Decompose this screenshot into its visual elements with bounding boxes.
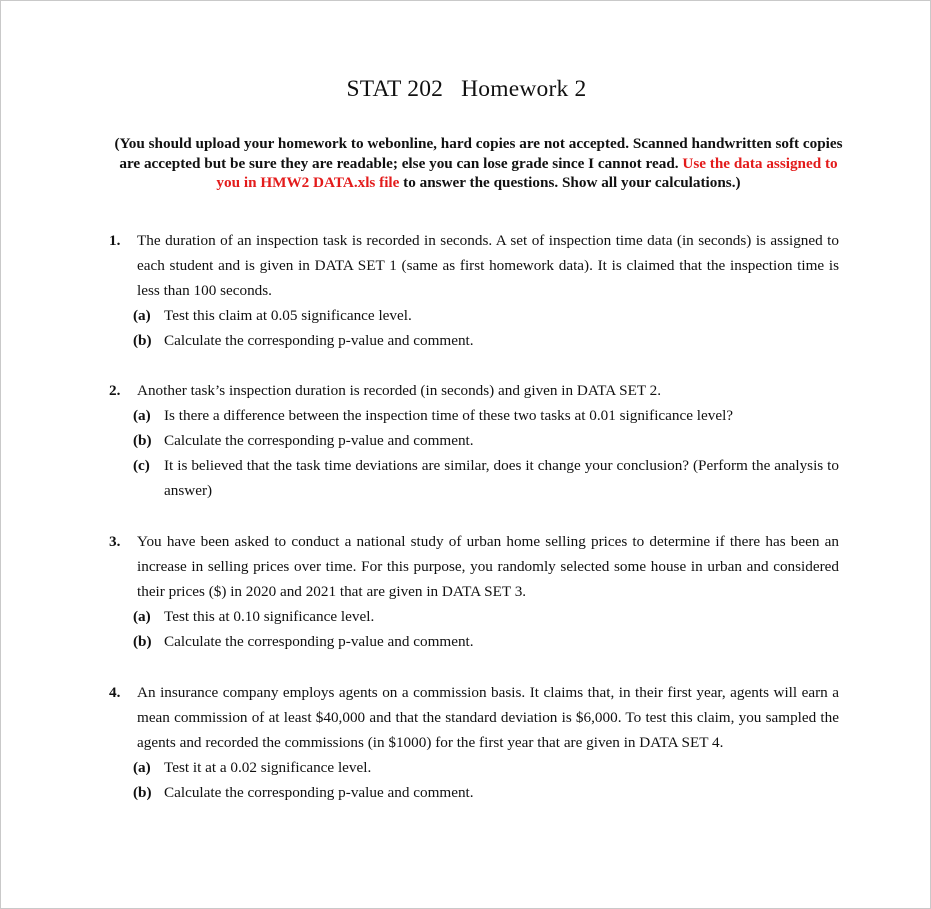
question-part [109, 328, 839, 353]
question-3 [109, 529, 839, 654]
question-part [109, 453, 839, 503]
question-number: 1. [109, 232, 121, 249]
question-part [109, 755, 839, 780]
question-stem: Another task’s inspection duration is recorded (in seconds) and given in DATA SET 2. [137, 382, 662, 399]
part-label: (b) [133, 633, 152, 650]
question-2 [109, 378, 839, 503]
data-file-instruction: Use the data assigned to you in HMW2 DATA.xls file [216, 154, 838, 191]
question-stem: An insurance company employs agents on a commission basis. It claims that, in their first year, agents will earn a mean commission of at least $40,000 and that the standard deviation is $6,000. To test this claim, you sampled the agents and recorded the commissions (in $1000) for the first year that are given in DATA SET 4. [137, 684, 839, 751]
part-label: (a) [133, 407, 151, 424]
question-part [109, 403, 839, 428]
part-text: Calculate the corresponding p-value and comment. [164, 784, 474, 801]
part-text: Calculate the corresponding p-value and comment. [164, 633, 474, 650]
assignment-name: Homework 2 [461, 76, 587, 102]
part-label: (a) [133, 608, 151, 625]
part-text: It is believed that the task time deviations are similar, does it change your conclusion? (Perform the analysis to answer) [164, 457, 839, 499]
instructions-paragraph [111, 134, 846, 193]
instructions-text-1: (You should upload your homework to webonline, hard copies are not accepted. Scanned handwritten soft copies are accepted but be sure they are readable; else you can lose grade since I cannot read. [114, 135, 843, 172]
part-label: (b) [133, 784, 152, 801]
instructions-text-2: to answer the questions. Show all your calculations.) [399, 174, 741, 191]
question-4 [109, 680, 839, 805]
question-stem: The duration of an inspection task is recorded in seconds. A set of inspection time data (in seconds) is assigned to each student and is given in DATA SET 1 (same as first homework data). It is claimed that the inspection time is less than 100 seconds. [137, 232, 839, 299]
part-label: (b) [133, 432, 152, 449]
part-text: Calculate the corresponding p-value and comment. [164, 332, 474, 349]
part-text: Test it at a 0.02 significance level. [164, 759, 372, 776]
part-text: Is there a difference between the inspection time of these two tasks at 0.01 significance level? [164, 407, 734, 424]
question-number: 4. [109, 684, 121, 701]
question-1 [109, 228, 839, 353]
question-number: 3. [109, 533, 121, 550]
question-part [109, 303, 839, 328]
question-part [109, 428, 839, 453]
question-number: 2. [109, 382, 121, 399]
part-label: (c) [133, 457, 150, 474]
part-label: (a) [133, 759, 151, 776]
question-part [109, 780, 839, 805]
page-title [1, 76, 931, 103]
part-text: Test this at 0.10 significance level. [164, 608, 375, 625]
part-text: Calculate the corresponding p-value and comment. [164, 432, 474, 449]
question-part [109, 629, 839, 654]
question-part [109, 604, 839, 629]
course-code: STAT 202 [346, 76, 444, 102]
part-text: Test this claim at 0.05 significance level. [164, 307, 412, 324]
part-label: (a) [133, 307, 151, 324]
question-stem: You have been asked to conduct a national study of urban home selling prices to determine if there has been an increase in selling prices over time. For this purpose, you randomly selected some house in urban and considered their prices ($) in 2020 and 2021 that are given in DATA SET 3. [137, 533, 839, 600]
part-label: (b) [133, 332, 152, 349]
